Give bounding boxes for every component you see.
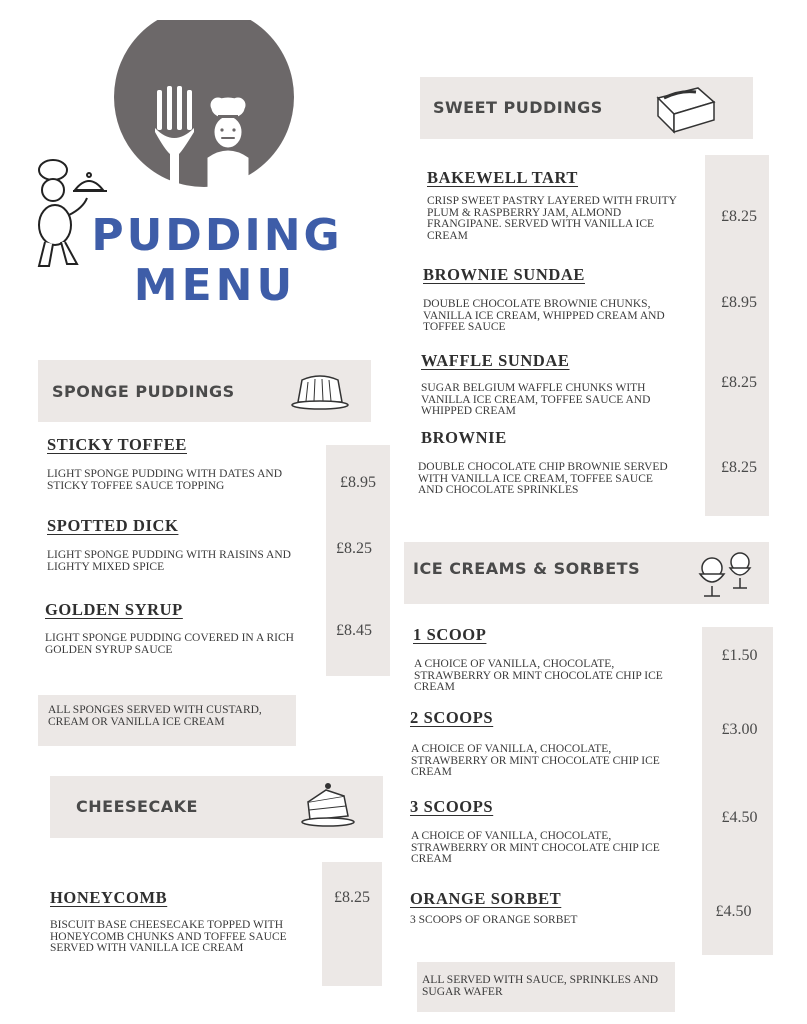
menu-item-name: BROWNIE SUNDAE [423, 265, 585, 284]
menu-item-price: £3.00 [721, 721, 758, 738]
menu-item-name: HONEYCOMB [50, 888, 168, 907]
cake-slice-icon [300, 780, 360, 830]
menu-item-description: SUGAR BELGIUM WAFFLE CHUNKS WITH VANILLA ICE CREAM, TOFFEE SAUCE AND WHIPPED CREAM [421, 382, 651, 417]
menu-item-price: £8.95 [721, 294, 757, 311]
menu-item-price: £8.95 [340, 474, 376, 491]
menu-item-name: 3 SCOOPS [410, 797, 494, 816]
menu-item-name: 2 SCOOPS [410, 708, 494, 727]
menu-item-description: LIGHT SPONGE PUDDING WITH RAISINS AND LIGHTY MIXED SPICE [47, 549, 291, 573]
menu-item-price: £8.45 [336, 622, 372, 639]
menu-item-description: LIGHT SPONGE PUDDING WITH DATES AND STICKY TOFFEE SAUCE TOPPING [47, 468, 283, 492]
menu-item-price: £8.25 [334, 889, 370, 906]
logo-word-pudding: PUDDING [91, 210, 343, 261]
menu-item-name: SPOTTED DICK [47, 516, 179, 535]
logo [25, 20, 360, 320]
sponge-note: ALL SPONGES SERVED WITH CUSTARD, CREAM OR VANILLA ICE CREAM [48, 704, 262, 728]
cheesecake-section-title: CHEESECAKE [76, 797, 198, 816]
menu-item-name: GOLDEN SYRUP [45, 600, 183, 619]
cheesecake-price-column [322, 862, 382, 986]
menu-item-price: £1.50 [721, 647, 758, 664]
menu-item-description: 3 SCOOPS OF ORANGE SORBET [410, 914, 578, 926]
menu-item-description: BISCUIT BASE CHEESECAKE TOPPED WITH HONEYCOMB CHUNKS AND TOFFEE SAUCE SERVED WITH VANILLA ICE CREAM [50, 919, 287, 954]
menu-item-description: DOUBLE CHOCOLATE BROWNIE CHUNKS, VANILLA ICE CREAM, WHIPPED CREAM AND TOFFEE SAUCE [423, 298, 665, 333]
menu-item-price: £8.25 [721, 374, 757, 391]
menu-item-price: £4.50 [715, 903, 752, 920]
menu-item-description: CRISP SWEET PASTRY LAYERED WITH FRUITY PLUM & RASPBERRY JAM, ALMOND FRANGIPANE. SERVED WITH VANILLA ICE CREAM [427, 195, 677, 242]
menu-item-description: A CHOICE OF VANILLA, CHOCOLATE, STRAWBERRY OR MINT CHOCOLATE CHIP ICE CREAM [414, 658, 663, 693]
brownie-icon [650, 80, 720, 136]
ice-cream-sundae-icon [690, 546, 760, 602]
menu-item-price: £8.25 [336, 540, 372, 557]
menu-item-name: BAKEWELL TART [427, 168, 579, 187]
icecream-section-title: ICE CREAMS & SORBETS [413, 559, 641, 578]
jelly-mould-icon [290, 372, 350, 412]
menu-item-name: ORANGE SORBET [410, 889, 562, 908]
menu-item-price: £8.25 [721, 459, 757, 476]
menu-item-description: LIGHT SPONGE PUDDING COVERED IN A RICH GOLDEN SYRUP SAUCE [45, 632, 294, 656]
logo-word-menu: MENU [133, 260, 297, 311]
menu-item-price: £4.50 [721, 809, 758, 826]
menu-item-description: A CHOICE OF VANILLA, CHOCOLATE, STRAWBERRY OR MINT CHOCOLATE CHIP ICE CREAM [411, 830, 660, 865]
icecream-note: ALL SERVED WITH SAUCE, SPRINKLES AND SUGAR WAFER [422, 974, 659, 998]
menu-item-description: DOUBLE CHOCOLATE CHIP BROWNIE SERVED WITH VANILLA ICE CREAM, TOFFEE SAUCE AND CHOCOLATE SPRINKLES [418, 461, 668, 496]
menu-item-name: BROWNIE [421, 428, 507, 447]
menu-item-name: STICKY TOFFEE [47, 435, 187, 454]
menu-item-name: WAFFLE SUNDAE [421, 351, 570, 370]
sponge-section-title: SPONGE PUDDINGS [52, 382, 235, 401]
menu-item-description: A CHOICE OF VANILLA, CHOCOLATE, STRAWBERRY OR MINT CHOCOLATE CHIP ICE CREAM [411, 743, 660, 778]
menu-item-price: £8.25 [721, 208, 757, 225]
sweet-section-title: SWEET PUDDINGS [433, 98, 603, 117]
menu-item-name: 1 SCOOP [413, 625, 487, 644]
